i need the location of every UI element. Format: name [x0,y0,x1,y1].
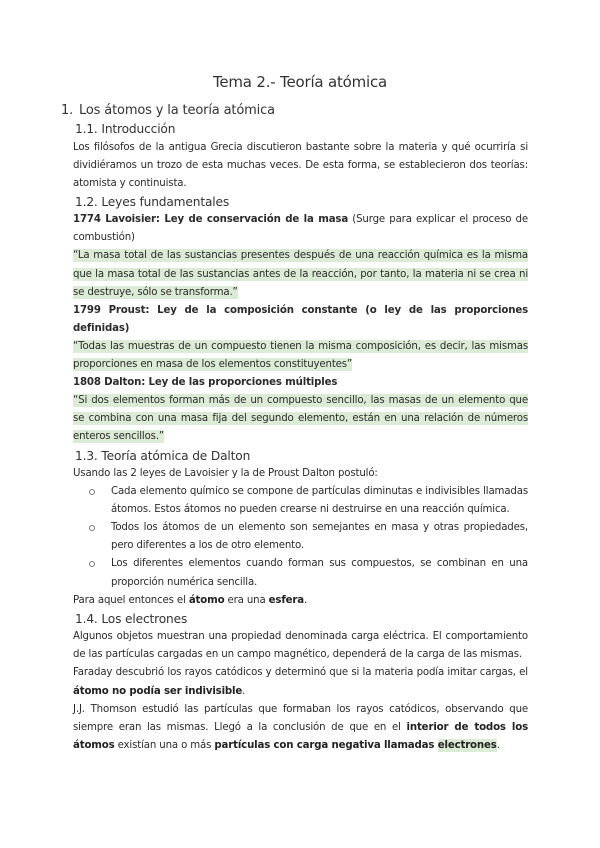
electrons-paragraph-2 [73,664,528,700]
law-title: 1774 Lavoisier: Ley de conservación de la masa [73,214,349,226]
intro-paragraph: Los filósofos de la antigua Grecia discutieron bastante sobre la materia y qué ocurriría si dividiéramos un trozo de esta muchas veces. De esta forma, se establecieron dos teorías: atomista y continuista. [73,141,528,189]
law-note: (Surge para explicar el proceso de combustión) [73,214,528,244]
electrons-paragraph-1: Algunos objetos muestran una propiedad denominada carga eléctrica. El comportamiento de las partículas cargadas en un campo magnético, dependerá de la carga de las mismas. [73,631,528,661]
page-title: Tema 2.- Teoría atómica [212,73,388,91]
hollow-bullet-icon [89,525,95,531]
law-title: 1799 Proust: Ley de la composición constante (o ley de las proporciones definidas) [73,304,528,334]
text: existían una o más [114,739,215,751]
list-item-text: Los diferentes elementos cuando forman sus compuestos, se combinan en una proporción numérica sencilla. [111,558,528,588]
law-title: 1808 Dalton: Ley de las proporciones múltiples [73,377,338,389]
subsection-heading-dalton: 1.3. Teoría atómica de Dalton [75,448,251,463]
section-heading-1 [61,102,528,120]
subsection-heading-laws: 1.2. Leyes fundamentales [75,194,230,209]
document-body [61,102,528,755]
list-item-text: Todos los átomos de un elemento son semejantes en masa y otras propiedades, pero diferentes a los de otro elemento. [111,522,528,552]
list-item [111,555,528,591]
text: . [242,685,246,697]
bold-term: átomo [188,594,225,606]
bold-term: partículas con carga negativa llamadas [214,739,438,751]
law-quote [73,247,528,301]
text: J.J. Thomson estudió las partículas que formaban los rayos catódicos, observando que siempre eran las mismas. Llegó a la conclusión de que en el [73,703,528,733]
hollow-bullet-icon [89,489,95,495]
highlighted-quote: “Si dos elementos forman más de un compuesto sencillo, las masas de un elemento que se combina con una masa fija del segundo elemento, están en una relación de números enteros sencillos.” [73,395,528,443]
dalton-conclusion [73,592,528,610]
list-item [111,483,528,519]
section-number: 1. [61,103,74,118]
postulates-list [73,483,528,592]
law-quote [73,338,528,374]
text: . [303,594,308,606]
highlighted-quote: “La masa total de las sustancias presentes después de una reacción química es la misma que la masa total de las sustancias antes de la reacción, por tanto, la materia ni se crea ni se destruye, sólo se transforma.” [73,250,528,298]
list-item-text: Cada elemento químico se compone de partículas diminutas e indivisibles llamadas átomos. Estos átomos no pueden crearse ni destruirse en una reacción química. [111,486,528,516]
law-lavoisier [73,211,528,247]
text: . [496,739,500,751]
subsection-heading-intro: 1.1. Introducción [75,122,176,136]
text: Para aquel entonces el [73,594,189,606]
highlighted-term: electrones [437,739,497,751]
highlighted-quote: “Todas las muestras de un compuesto tienen la misma composición, es decir, las mismas proporciones en masa de los elementos constituyentes” [73,340,528,371]
bold-term: interior de todos los átomos [73,721,528,751]
electrons-paragraph-3 [73,701,528,755]
subsection-heading-electrons: 1.4. Los electrones [75,611,188,626]
list-item [111,519,528,555]
law-quote [73,392,528,446]
section-title: Los átomos y la teoría atómica [79,103,275,118]
law-proust [73,302,528,338]
text: era una [224,594,269,606]
law-dalton [73,374,528,392]
hollow-bullet-icon [89,561,95,567]
text: Faraday descubrió los rayos catódicos y determinó que si la materia podía imitar cargas, el [73,667,528,679]
bold-term: átomo no podía ser indivisible [73,685,243,697]
bold-term: esfera [268,594,304,606]
dalton-intro: Usando las 2 leyes de Lavoisier y la de Proust Dalton postuló: [73,468,378,479]
